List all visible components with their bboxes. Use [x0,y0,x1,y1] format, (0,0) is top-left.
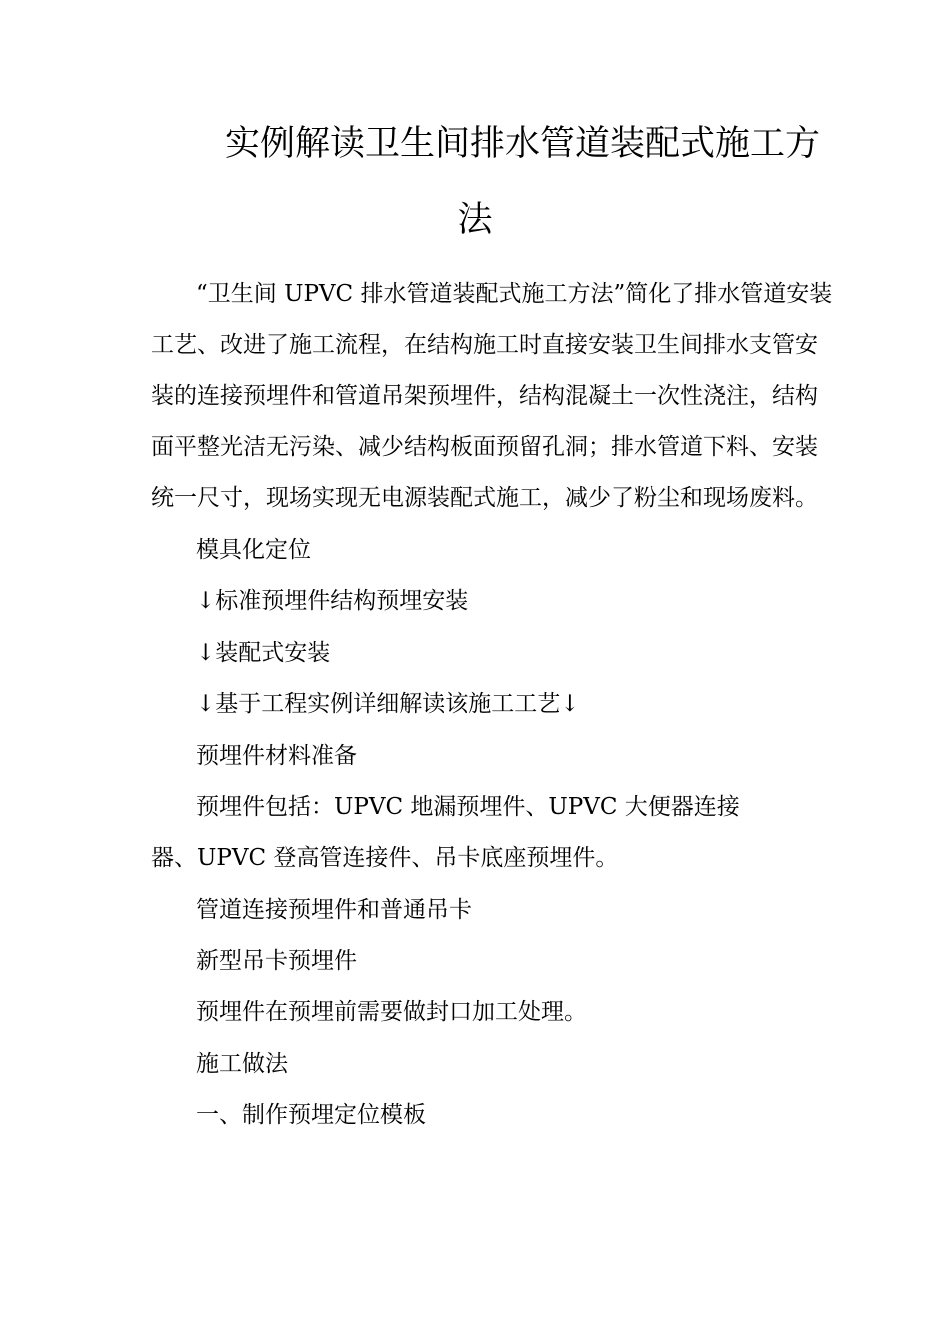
prep-text-line-2: 器、UPVC 登高管连接件、吊卡底座预埋件。 [151,845,619,871]
item-line-1: 管道连接预埋件和普通吊卡 [196,897,472,923]
document-title-line-1: 实例解读卫生间排水管道装配式施工方 [225,124,821,164]
intro-line-2: 工艺、改进了施工流程，在结构施工时直接安装卫生间排水支管安 [151,332,818,358]
item-line-2: 新型吊卡预埋件 [196,948,357,974]
flow-step-2: ↓标准预埋件结构预埋安装 [196,588,469,614]
subsection-heading: 一、制作预埋定位模板 [196,1102,426,1128]
intro-line-3: 装的连接预埋件和管道吊架预埋件，结构混凝土一次性浇注，结构 [151,383,818,409]
document-title-line-2: 法 [457,200,493,240]
flow-step-4: ↓基于工程实例详细解读该施工工艺↓ [196,691,580,717]
prep-heading: 预埋件材料准备 [196,743,357,769]
section-heading: 施工做法 [196,1051,288,1077]
flow-step-3: ↓装配式安装 [196,640,331,666]
intro-line-1: “卫生间 UPVC 排水管道装配式施工方法”简化了排水管道安装 [196,281,833,307]
intro-line-4: 面平整光洁无污染、减少结构板面预留孔洞；排水管道下料、安装 [151,434,818,460]
flow-step-1: 模具化定位 [196,537,311,563]
intro-line-5: 统一尺寸，现场实现无电源装配式施工，减少了粉尘和现场废料。 [151,485,818,511]
prep-text-line-1: 预埋件包括：UPVC 地漏预埋件、UPVC 大便器连接 [196,794,740,820]
item-line-3: 预埋件在预埋前需要做封口加工处理。 [196,999,587,1025]
